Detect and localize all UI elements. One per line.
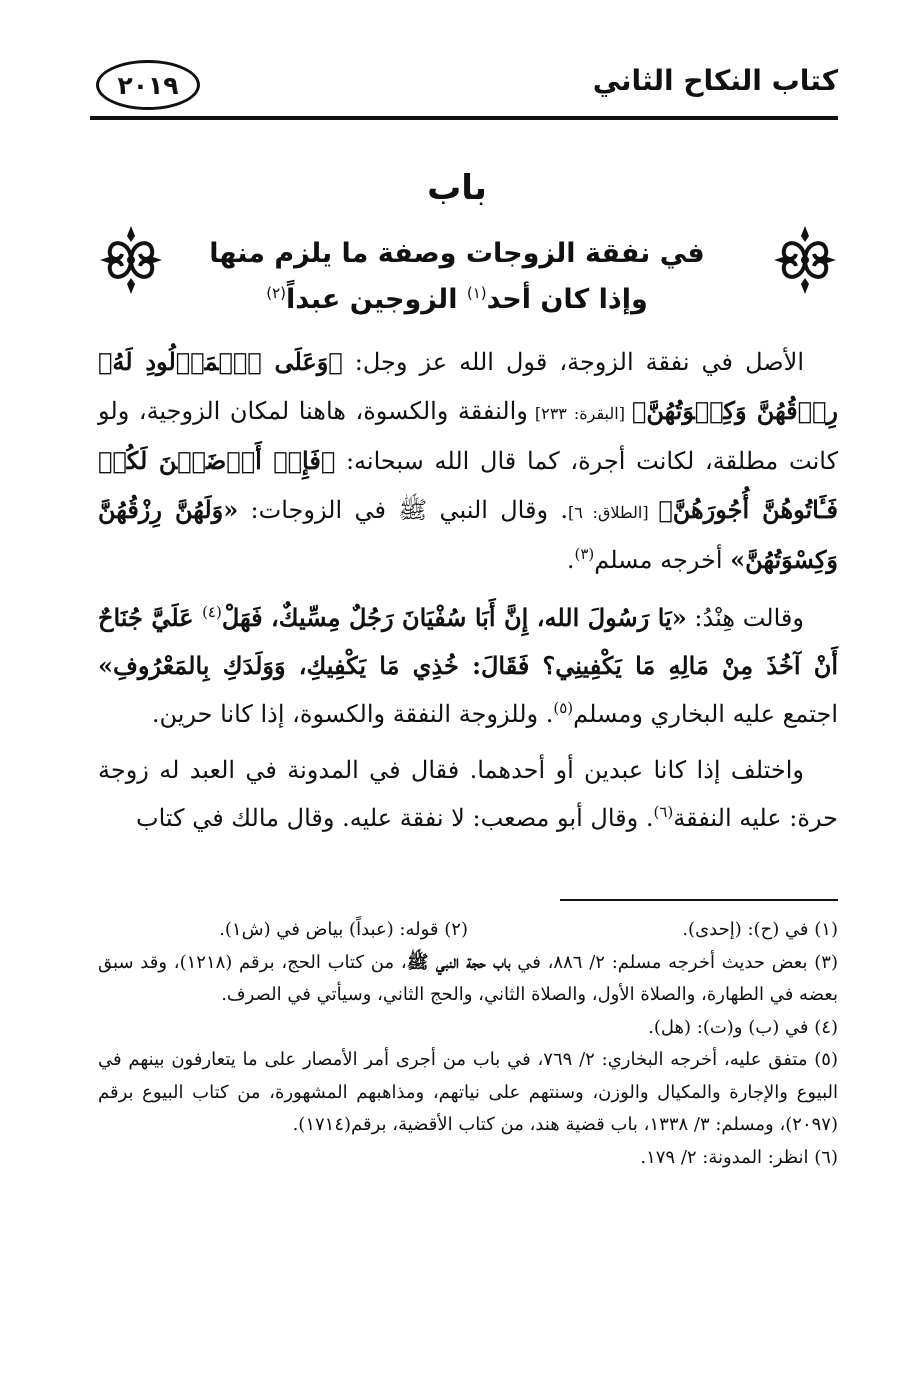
page-number: ٢٠١٩ <box>117 70 179 100</box>
page-header <box>90 52 838 124</box>
paragraph-1 <box>98 338 838 585</box>
book-title: كتاب النكاح الثاني <box>592 64 838 97</box>
footnote-marker-6: (٦) <box>653 802 674 821</box>
chapter-title-line1: في نفقة الزوجات وصفة ما يلزم منها <box>209 238 705 269</box>
text-run: ، من كتاب الحج، برقم (١٢١٨)، وقد سبق بعضه في الطهارة، والصلاة الأول، والصلاة الثاني، والحج الثاني، وسيأتي في الصرف. <box>98 951 838 1005</box>
verse-reference: [البقرة: ٢٣٣] <box>527 403 632 423</box>
text-run: . <box>566 546 575 574</box>
text-run: . وقال النبي ﷺ في الزوجات: <box>238 495 568 524</box>
footnote-6: (٦) انظر: المدونة: ٢/ ١٧٩. <box>640 1146 838 1168</box>
footnote-marker-1: (١) <box>466 284 487 302</box>
body-text <box>98 338 838 851</box>
title-text: الزوجين عبداً <box>285 284 467 315</box>
footnote-marker-2: (٢) <box>266 284 286 302</box>
ornament-left-icon <box>98 220 164 300</box>
footnote-4: (٤) في (ب) و(ت): (هل). <box>648 1016 838 1038</box>
footnotes <box>98 914 838 1174</box>
footnote-1: (١) في (ح): (إحدى). <box>682 919 838 940</box>
header-rule <box>90 116 838 120</box>
footnote-2: (٢) قوله: (عبداً) بياض في (ش١). <box>219 919 468 940</box>
chapter-reference: باب حجة النبي ﷺ <box>406 951 511 973</box>
text-run: والنفقة والكسوة، هاهنا لمكان الزوجية، ولو كانت مطلقة، لكانت أجرة، كما قال الله سبحانه: <box>98 396 839 475</box>
text-run: . وللزوجة النفقة والكسوة، إذا كانا حرين. <box>151 699 554 728</box>
footnote-marker-3: (٣) <box>574 545 595 563</box>
footnote-3 <box>98 947 838 1012</box>
text-run: اجتمع عليه البخاري ومسلم <box>573 699 838 728</box>
chapter-title-line2 <box>180 284 734 315</box>
quran-verse: ﴿وَعَلَى ٱلۡمَوۡلُودِ لَهُۥ رِزۡقُهُنَّ وَكِسۡوَتُهُنَّ﴾ <box>98 347 838 425</box>
hadith-quote: عَلَيَّ جُنَاحٌ أَنْ آخُذَ مِنْ مَالِهِ مَا يَكْفِينِي؟ فَقَالَ: خُذِي مَا يَكْفِيكِ، وَوَلَدَكِ بِالمَعْرُوفِ» <box>98 602 838 680</box>
text-run: (٣) بعض حديث أخرجه مسلم: ٢/ ٨٨٦، في <box>510 951 838 973</box>
footnote-separator <box>560 899 838 901</box>
verse-reference: [الطلاق: ٦] <box>567 502 659 522</box>
paragraph-2 <box>98 594 838 739</box>
footnote-marker-5: (٥) <box>553 698 574 717</box>
text-run: وقالت هِنْدُ: <box>686 603 804 632</box>
text-run: واختلف إذا كانا عبدين أو أحدهما. فقال في المدونة في العبد له زوجة حرة: عليه النفقة <box>98 756 838 832</box>
quran-verse: ﴿فَإِنۡ أَرۡضَعۡنَ لَكُمۡ فَـَٔاتُوهُنَّ أُجُورَهُنَّ﴾ <box>98 446 838 524</box>
text-run: أخرجه مسلم <box>594 546 731 574</box>
footnote-row <box>98 914 838 947</box>
footnote-5: (٥) متفق عليه، أخرجه البخاري: ٢/ ٧٦٩، في باب من أجرى أمر الأمصار على ما يتعارفون بينهم في البيوع والإجارة والمكيال والوزن، وسنتهم على نياتهم، ومذاهبهم المشهورة، من كتاب البيوع برقم (٢٠٩٧)، ومسلم: ٣/ ١٣٣٨، باب قضية هند، من كتاب الأقضية، برقم(١٧١٤). <box>98 1049 838 1135</box>
hadith-quote: «وَلَهُنَّ رِزْقُهُنَّ وَكِسْوَتُهُنَّ» <box>98 494 838 574</box>
footnote-marker-4: (٤) <box>202 602 222 621</box>
ornament-right-icon <box>772 220 838 300</box>
text-run: الأصل في نفقة الزوجة، قول الله عز وجل: <box>342 348 804 376</box>
text-run: . وقال أبو مصعب: لا نفقة عليه. وقال مالك في كتاب <box>136 803 654 832</box>
paragraph-3 <box>98 747 838 842</box>
hadith-quote: «يَا رَسُولَ الله، إِنَّ أَبَا سُفْيَانَ رَجُلٌ مِسِّيكٌ، فَهَلْ <box>221 602 687 632</box>
page-number-frame <box>96 60 200 110</box>
chapter-label: باب <box>427 168 487 208</box>
title-text: وإذا كان أحد <box>486 284 648 315</box>
